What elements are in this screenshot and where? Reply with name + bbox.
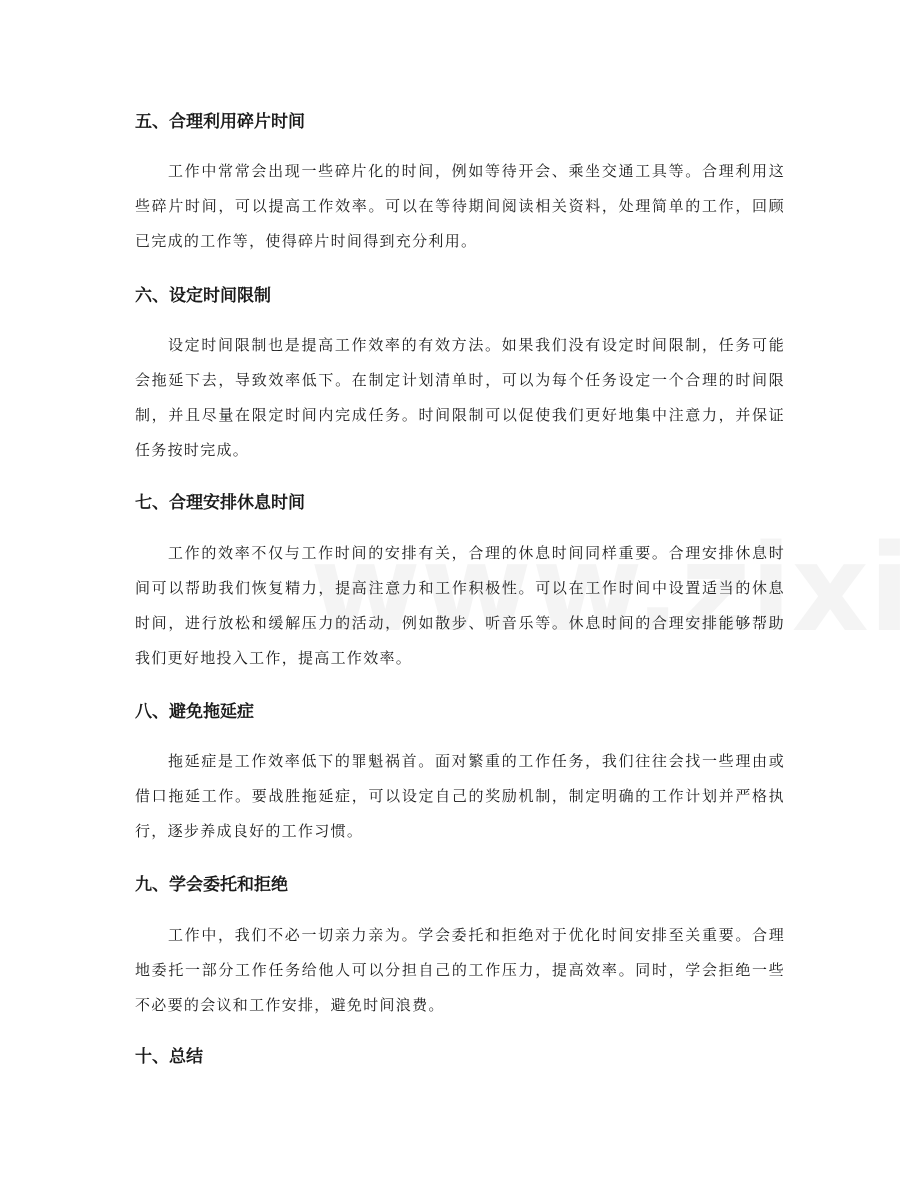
section-heading-10: 十、总结 (135, 1047, 203, 1067)
section-body-9: 工作中，我们不必一切亲力亲为。学会委托和拒绝对于优化时间安排至关重要。合理地委托一部分工作任务给他人可以分担自己的工作压力，提高效率。同时，学会拒绝一些不必要的会议和工作安排，避免时间浪费。 (135, 926, 785, 1014)
section-body-5: 工作中常常会出现一些碎片化的时间，例如等待开会、乘坐交通工具等。合理利用这些碎片时间，可以提高工作效率。可以在等待期间阅读相关资料，处理简单的工作，回顾已完成的工作等，使得碎片时间得到充分利用。 (135, 162, 785, 250)
section-heading-6: 六、设定时间限制 (135, 286, 271, 306)
section-heading-9: 九、学会委托和拒绝 (135, 875, 288, 895)
section-body-8: 拖延症是工作效率低下的罪魁祸首。面对繁重的工作任务，我们往往会找一些理由或借口拖延工作。要战胜拖延症，可以设定自己的奖励机制，制定明确的工作计划并严格执行，逐步养成良好的工作习惯。 (135, 752, 785, 840)
section-heading-5: 五、合理利用碎片时间 (135, 112, 305, 132)
section-body-7: 工作的效率不仅与工作时间的安排有关，合理的休息时间同样重要。合理安排休息时间可以帮助我们恢复精力，提高注意力和工作积极性。可以在工作时间中设置适当的休息时间，进行放松和缓解压力的活动，例如散步、听音乐等。休息时间的合理安排能够帮助我们更好地投入工作，提高工作效率。 (135, 544, 785, 667)
section-body-6: 设定时间限制也是提高工作效率的有效方法。如果我们没有设定时间限制，任务可能会拖延下去，导致效率低下。在制定计划清单时，可以为每个任务设定一个合理的时间限制，并且尽量在限定时间内完成任务。时间限制可以促使我们更好地集中注意力，并保证任务按时完成。 (135, 336, 785, 459)
section-heading-7: 七、合理安排休息时间 (135, 493, 305, 513)
section-heading-8: 八、避免拖延症 (135, 702, 254, 722)
